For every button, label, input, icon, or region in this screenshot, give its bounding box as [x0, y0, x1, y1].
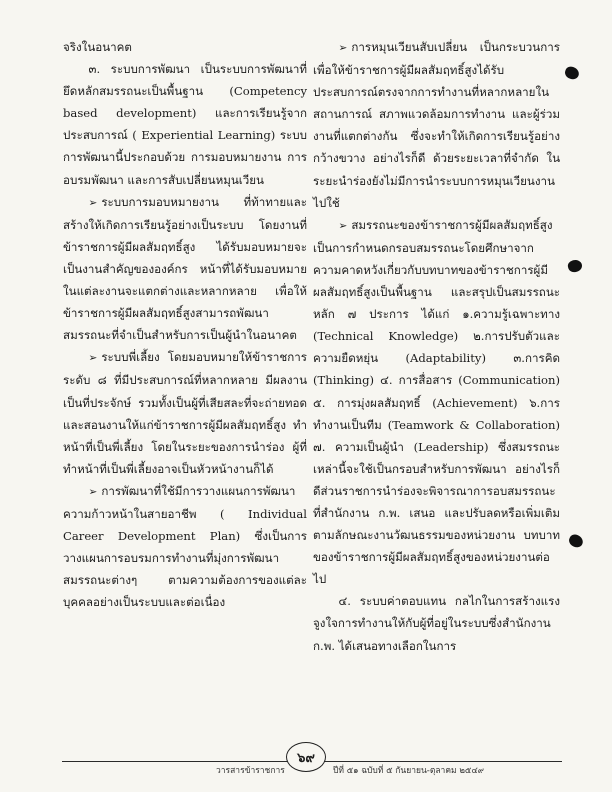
- paragraph-continuation: จริงในอนาคต: [63, 40, 132, 54]
- paragraph-development-system: ๓. ระบบการพัฒนา เป็นระบบการพัฒนาที่ยึดหลักสมรรถนะเป็นพื้นฐาน (Competency based development) และการเรียนรู้จากประสบการณ์ ( Experiential Learning) ระบบการพัฒนานี้ประกอบด้วย การมอบหมายงาน การอบรมพัฒนา และการสับเปลี่ยนหมุนเวียน: [63, 62, 307, 187]
- issue-info: ปีที่ ๕๑ ฉบับที่ ๕ กันยายน-ตุลาคม ๒๕๔๙: [333, 766, 485, 776]
- paragraph-compensation: ๔. ระบบค่าตอบแทน กลไกในการสร้างแรงจูงใจการทำงานให้กับผู้ที่อยู่ในระบบซึ่งสำนักงาน ก.พ. ได้เสนอทางเลือกในการ: [313, 594, 560, 653]
- page-number: ๖๙: [286, 742, 326, 772]
- arrow-bullet-icon: ➢: [88, 196, 98, 209]
- paragraph-mentor-system: ➢ ระบบพี่เลี้ยง โดยมอบหมายให้ข้าราชการระดับ ๘ ที่มีประสบการณ์ที่หลากหลาย มีผลงานเป็นที่ประจักษ์ รวมทั้งเป็นผู้ที่เสียสละที่จะถ่ายทอดและสอนงานให้แก่ข้าราชการผู้มีผลสัมฤทธิ์สูง ทำหน้าที่เป็นพี่เลี้ยง โดยในระยะของการนำร่อง ผู้ที่ทำหน้าที่เป็นพี่เลี้ยงอาจเป็นหัวหน้างานก็ได้: [63, 350, 307, 476]
- paragraph-competencies: ➢ สมรรถนะของข้าราชการผู้มีผลสัมฤทธิ์สูง เป็นการกำหนดกรอบสมรรถนะโดยศึกษาจากความคาดหวังเกี่ยวกับบทบาทของข้าราชการผู้มีผลสัมฤทธิ์สูงเป็นพื้นฐาน และสรุปเป็นสมรรถนะหลัก ๗ ประการ ได้แก่ ๑.ความรู้เฉพาะทาง (Technical Knowledge) ๒.การปรับตัวและความยืดหยุ่น (Adaptability) ๓.การคิด (Thinking) ๔. การสื่อสาร (Communication) ๕. การมุ่งผลสัมฤทธิ์ (Achievement) ๖.การทำงานเป็นทีม (Teamwork & Collaboration) ๗. ความเป็นผู้นำ (Leadership) ซึ่งสมรรถนะเหล่านี้จะใช้เป็นกรอบสำหรับการพัฒนา อย่างไรก็ดีส่วนราชการนำร่องจะพิจารณาการอบสมรรถนะที่สำนักงาน ก.พ. เสนอ และปรับลดหรือเพิ่มเติมตามลักษณะงานวัฒนธรรมของหน่วยงาน บทบาทของข้าราชการผู้มีผลสัมฤทธิ์สูงของหน่วยงานต่อไป: [313, 217, 560, 587]
- paragraph-rotation: ➢ การหมุนเวียนสับเปลี่ยน เป็นกระบวนการเพื่อให้ข้าราชการผู้มีผลสัมฤทธิ์สูงได้รับประสบการณ์ตรงจากการทำงานที่หลากหลายในสถานการณ์ สภาพแวดล้อมการทำงาน และผู้ร่วมงานที่แตกต่างกัน ซึ่งจะทำให้เกิดการเรียนรู้อย่างกว้างขวาง อย่างไรก็ดี ด้วยระยะเวลาที่จำกัด ในระยะนำร่องยังไม่มีการนำระบบการหมุนเวียนงานไปใช้: [313, 40, 560, 210]
- paragraph-career-plan: ➢ การพัฒนาที่ใช้มีการวางแผนการพัฒนาความก้าวหน้าในสายอาชีพ ( Individual Career Development Plan) ซึ่งเป็นการวางแผนการอบรมการทำงานที่มุ่งการพัฒนาสมรรถนะต่างๆ ตามความต้องการของแต่ละบุคคลอย่างเป็นระบบและต่อเนื่อง: [63, 483, 307, 610]
- arrow-bullet-icon: ➢: [338, 42, 348, 54]
- paragraph-assignment-system: ➢ ระบบการมอบหมายงาน ที่ท้าทายและสร้างให้เกิดการเรียนรู้อย่างเป็นระบบ โดยงานที่ข้าราชการผู้มีผลสัมฤทธิ์สูง ได้รับมอบหมายจะเป็นงานสำคัญขององค์กร หน้าที่ได้รับมอบหมายในแต่ละงานจะแตกต่างและหลากหลาย เพื่อให้ข้าราชการผู้มีผลสัมฤทธิ์สูงสามารถพัฒนาสมรรถนะที่จำเป็นสำหรับการเป็นผู้นำในอนาคต: [63, 194, 307, 343]
- punch-hole-mark: [567, 533, 585, 550]
- right-column: [313, 36, 560, 657]
- punch-hole-mark: [567, 258, 584, 273]
- arrow-bullet-icon: ➢: [88, 352, 98, 365]
- arrow-bullet-icon: ➢: [88, 485, 98, 498]
- journal-name: วารสารข้าราชการ: [216, 766, 285, 776]
- left-column: [63, 36, 307, 613]
- arrow-bullet-icon: ➢: [338, 219, 348, 232]
- punch-hole-mark: [563, 65, 580, 81]
